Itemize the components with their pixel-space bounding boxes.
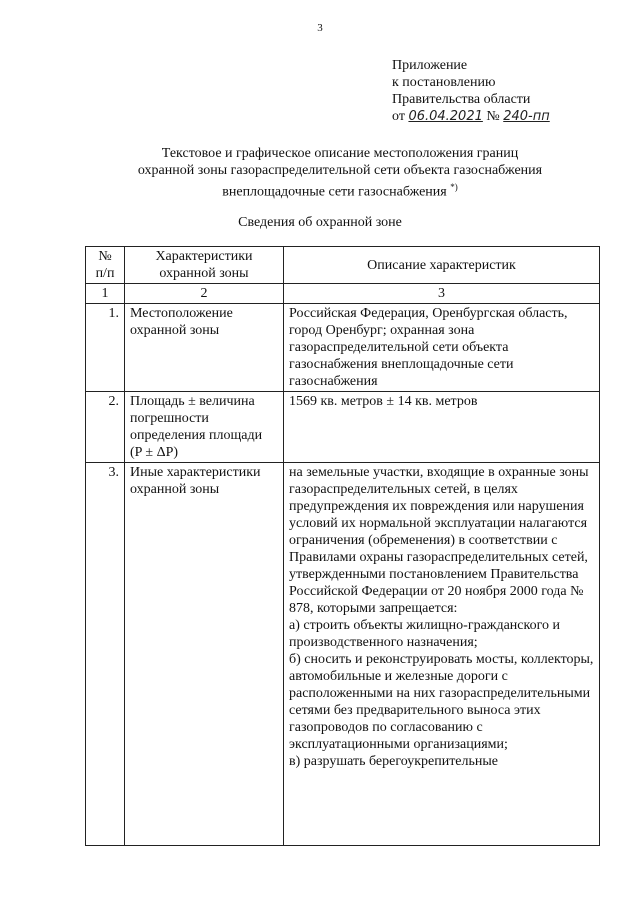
header-description: Описание характеристик: [284, 247, 600, 284]
page-number: 3: [317, 22, 323, 34]
row-number: 2.: [86, 392, 125, 463]
handwritten-date: 06.04.2021: [408, 109, 483, 124]
restriction-item-a: а) строить объекты жилищно-гражданского и производственного назначения;: [289, 618, 560, 650]
appendix-line-3: Правительства области: [392, 92, 531, 107]
title-line-3-text: внеплощадочные сети газоснабжения: [222, 184, 447, 200]
row-characteristic: Местоположение охранной зоны: [125, 304, 284, 392]
footnote-mark: *): [450, 182, 458, 192]
header-num: № п/п: [86, 247, 125, 284]
restriction-item-c: в) разрушать берегоукрепительные: [289, 754, 499, 769]
row-description: 1569 кв. метров ± 14 кв. метров: [284, 392, 600, 463]
table-header-row: [86, 247, 600, 284]
title-line-2: охранной зоны газораспределительной сети объекта газоснабжения: [137, 163, 543, 178]
appendix-block: [392, 57, 550, 125]
appendix-date-line: [392, 108, 550, 125]
section-title: Сведения об охранной зоне: [238, 215, 402, 230]
index-cell-1: 1: [86, 284, 125, 304]
appendix-line-2: к постановлению: [392, 75, 496, 90]
from-label: от: [392, 109, 405, 124]
handwritten-number: 240-пп: [503, 109, 550, 124]
table-row: [86, 304, 600, 392]
row-characteristic: Площадь ± величина погрешности определения площади (P ± ΔP): [125, 392, 284, 463]
appendix-line-1: Приложение: [392, 58, 468, 73]
table-row: [86, 392, 600, 463]
row-description: [284, 463, 600, 846]
protected-zone-table: [85, 246, 600, 846]
title-line-3: [60, 179, 620, 201]
row-description: Российская Федерация, Оренбургская область, город Оренбург; охранная зона газораспределительной сети объекта газоснабжения внеплощадочные сети газоснабжения: [284, 304, 600, 392]
row-characteristic: Иные характеристики охранной зоны: [125, 463, 284, 846]
restrictions-intro: на земельные участки, входящие в охранные зоны газораспределительных сетей, в целях предупреждения их повреждения или нарушения условий их нормальной эксплуатации налагаются ограничения (обременения) в соответствии с Правилами охраны газораспределительных сетей, утвержденными постановлением Правительства Российской Федерации от 20 ноября 2000 года № 878, которыми запрещается:: [289, 465, 589, 616]
row-number: 3.: [86, 463, 125, 846]
header-characteristic: Характеристики охранной зоны: [125, 247, 284, 284]
document-title: [60, 145, 620, 201]
index-cell-2: 2: [125, 284, 284, 304]
table-index-row: [86, 284, 600, 304]
restriction-item-b: б) сносить и реконструировать мосты, коллекторы, автомобильные и железные дороги с расположенными на них газораспределительными сетями без предварительного выноса этих газопроводов по согласованию с эксплуатационными организациями;: [289, 652, 594, 752]
row-number: 1.: [86, 304, 125, 392]
title-line-1: Текстовое и графическое описание местоположения границ: [161, 146, 519, 161]
index-cell-3: 3: [284, 284, 600, 304]
number-label: №: [486, 109, 500, 124]
table-row: [86, 463, 600, 846]
